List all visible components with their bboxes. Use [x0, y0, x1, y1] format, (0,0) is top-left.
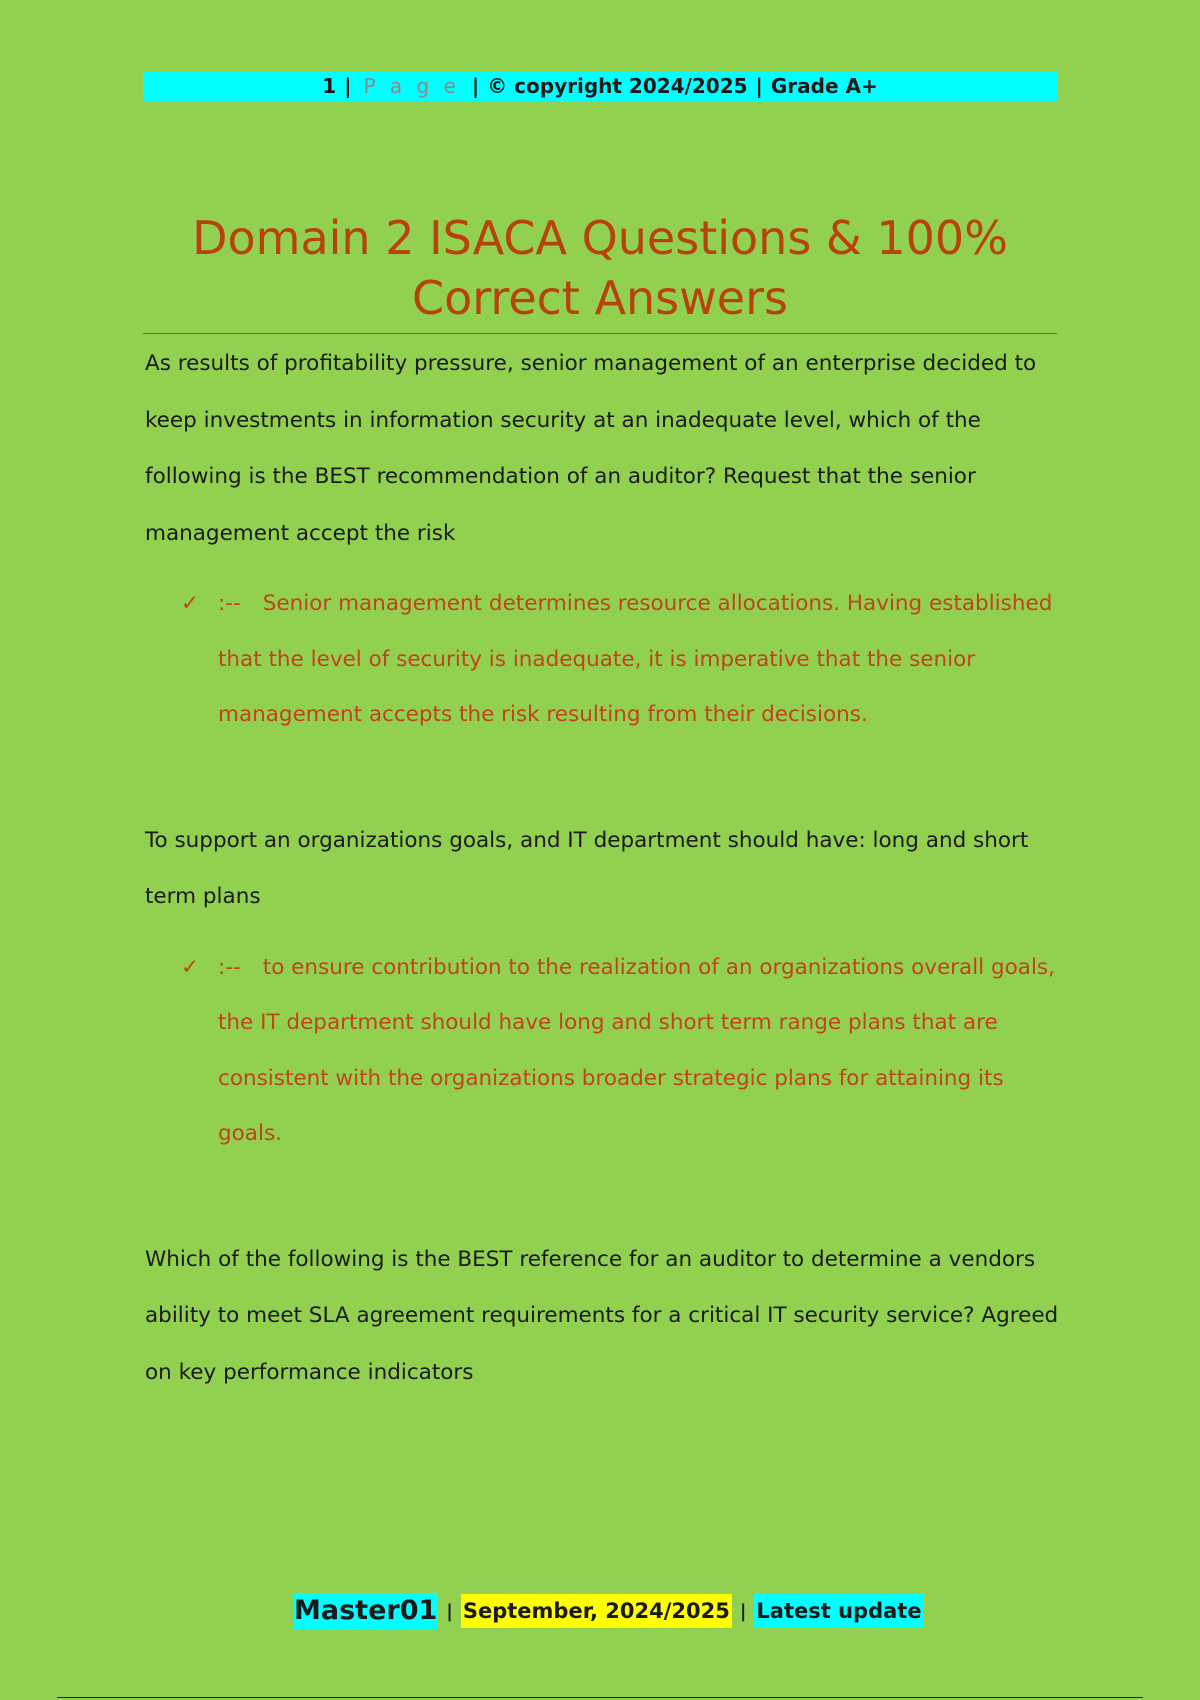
page-footer [293, 1592, 924, 1630]
title-line-2: Correct Answers [412, 271, 788, 325]
qa-item [145, 813, 1060, 1162]
header-separator: | [755, 74, 763, 98]
question-text: As results of profitability pressure, senior management of an enterprise decided to keep investments in information security at an inadequate level, which of the following is the BEST recommendation of an auditor? Request that the senior management accept the risk [145, 351, 1037, 546]
answer-prefix: :-- [218, 954, 241, 980]
qa-content [145, 336, 1060, 1401]
copyright-text: © copyright 2024/2025 [487, 74, 748, 98]
bottom-divider [57, 1697, 1143, 1698]
checkmark-icon: ✓ [181, 954, 200, 980]
question-text: Which of the following is the BEST reference for an auditor to determine a vendors ability to meet SLA agreement requirements for a critical IT security service? Agreed on key performance indicators [145, 1246, 1059, 1385]
page-header [143, 71, 1057, 101]
footer-date: September, 2024/2025 [461, 1594, 732, 1628]
latest-update-label: Latest update [754, 1594, 923, 1628]
checkmark-icon: ✓ [181, 591, 200, 616]
answer-item [145, 940, 1060, 1162]
answer-text: Senior management determines resource allocations. Having established that the level of security is inadequate, it is imperative that the senior management accepts the risk resulting from their decisions. [218, 591, 1053, 727]
document-title [143, 208, 1057, 328]
header-separator: | [344, 74, 352, 98]
footer-separator: | [739, 1600, 747, 1622]
title-line-1: Domain 2 ISACA Questions & 100% [192, 211, 1008, 265]
header-separator: | [471, 74, 480, 98]
title-underline [143, 333, 1057, 334]
page-label: P a g e [363, 74, 460, 98]
grade-text: Grade A+ [770, 74, 878, 98]
author-name: Master01 [293, 1593, 438, 1629]
answer-text: to ensure contribution to the realization of an organizations overall goals, the IT department should have long and short term range plans that are consistent with the organizations broader strategic plans for attaining its goals. [218, 954, 1055, 1146]
question-text: To support an organizations goals, and IT department should have: long and short term plans [145, 827, 1029, 909]
answer-item [145, 576, 1060, 743]
answer-prefix: :-- [218, 591, 241, 616]
page-number: 1 [322, 74, 337, 98]
footer-separator: | [446, 1600, 453, 1622]
qa-item [145, 1232, 1060, 1402]
qa-item [145, 336, 1060, 743]
